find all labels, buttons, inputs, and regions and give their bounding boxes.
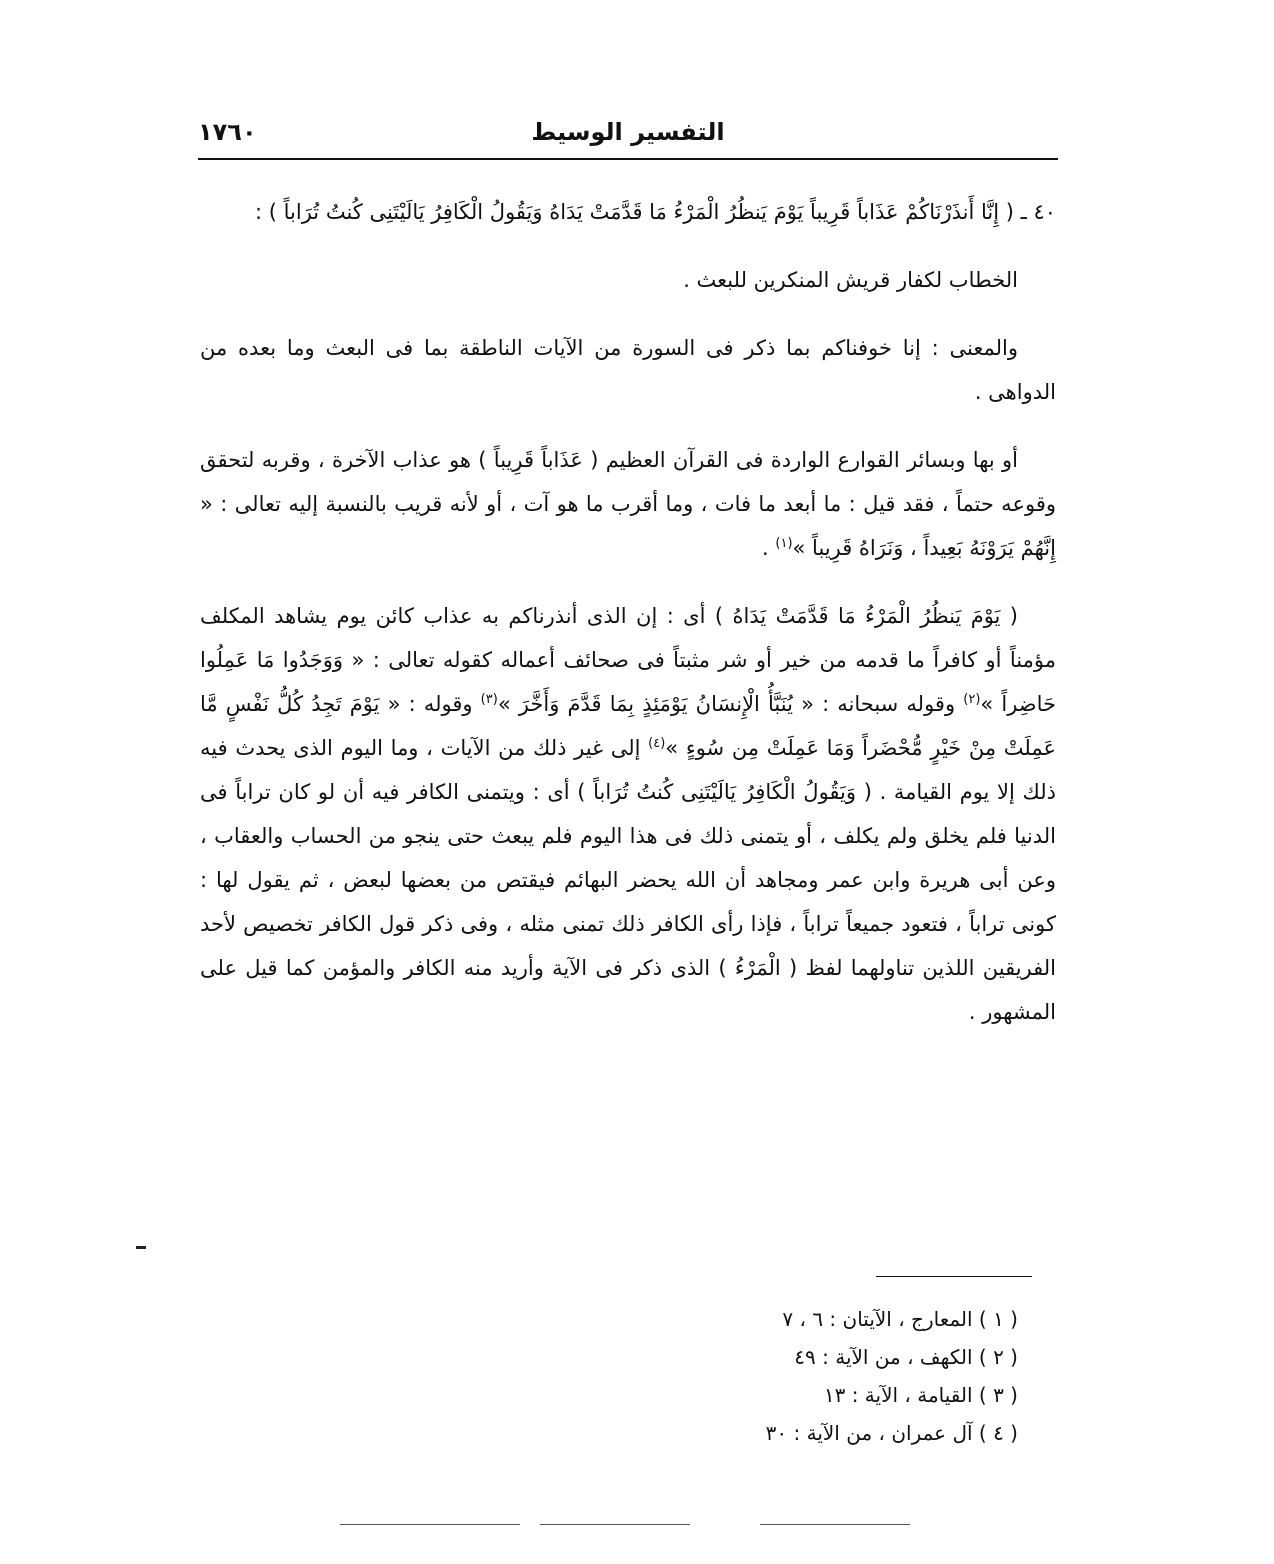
footnote: ( ٢ ) الكهف ، من الآية : ٤٩ bbox=[794, 1345, 1018, 1369]
footnote: ( ١ ) المعارج ، الآيتان : ٦ ، ٧ bbox=[782, 1307, 1018, 1331]
scan-mark bbox=[136, 1246, 146, 1249]
page-number: ١٧٦٠ bbox=[198, 118, 257, 146]
page-header bbox=[198, 118, 1058, 158]
paragraph bbox=[200, 594, 1056, 1034]
footnote: ( ٣ ) القيامة ، الآية : ١٣ bbox=[823, 1383, 1018, 1407]
header-rule bbox=[198, 158, 1058, 160]
paragraph-text: إلى غير ذلك من الآيات ، وما اليوم الذى يحدث فيه ذلك إلا يوم القيامة . ( وَيَقُولُ الْكَافِرُ يَالَيْتَنِى كُنتُ تُرَاباً ) أى : ويتمنى الكافر فيه أن لو كان تراباً فى الدنيا فلم يخلق ولم يكلف ، أو يتمنى ذلك فى هذا اليوم فلم يبعث حتى ينجو من الحساب والعقاب ، وعن أبى هريرة وابن عمر ومجاهد أن الله يحضر البهائم فيقتص من بعضها لبعض ، ثم يقول لها : كونى تراباً ، فتعود جميعاً تراباً ، فإذا رأى الكافر ذلك تمنى مثله ، وفى ذكر قول الكافر تخصيص لأحد الفريقين اللذين تناولهما لفظ ( الْمَرْءُ ) الذى ذكر فى الآية وأريد منه الكافر والمؤمن كما قيل على المشهور . bbox=[200, 736, 1056, 1024]
footnotes bbox=[700, 1300, 1018, 1452]
paragraph-text: أو بها وبسائر القوارع الواردة فى القرآن العظيم ( عَذَاباً قَرِيباً ) هو عذاب الآخرة ، وقربه لتحقق وقوعه حتماً ، فقد قيل : ما أبعد ما فات ، وما أقرب ما هو آت ، أو لأنه قريب بالنسبة إليه تعالى : « إِنَّهُمْ يَرَوْنَهُ بَعِيداً ، وَنَرَاهُ قَرِيباً » bbox=[200, 448, 1056, 560]
footnote-ref: (١) bbox=[775, 536, 793, 551]
paragraph: والمعنى : إنا خوفناكم بما ذكر فى السورة من الآيات الناطقة بما فى البعث وما بعده من الدواهى . bbox=[200, 336, 1056, 404]
footnote-ref: (٢) bbox=[963, 692, 981, 707]
footnote-rule bbox=[876, 1276, 1032, 1277]
paragraph-text: وقوله : « يَوْمَ تَجِدُ كُلُّ نَفْسٍ مَّا عَمِلَتْ مِنْ خَيْرٍ مُّحْضَراً وَمَا عَمِلَتْ مِن سُوءٍ » bbox=[200, 692, 1056, 760]
bottom-rule bbox=[340, 1524, 520, 1525]
footnote-ref: (٤) bbox=[648, 736, 666, 751]
paragraph-text: . bbox=[762, 536, 776, 560]
footnote: ( ٤ ) آل عمران ، من الآية : ٣٠ bbox=[765, 1421, 1018, 1445]
paragraph-text: وقوله سبحانه : « يُنَبَّأُ الْإِنسَانُ يَوْمَئِذٍ بِمَا قَدَّمَ وَأَخَّرَ » bbox=[497, 692, 964, 716]
running-title: التفسير الوسيط bbox=[531, 118, 725, 146]
body-text bbox=[200, 190, 1056, 1058]
verse-heading: ٤٠ ـ ( إِنَّا أَنذَرْنَاكُمْ عَذَاباً قَرِيباً يَوْمَ يَنظُرُ الْمَرْءُ مَا قَدَّمَتْ يَدَاهُ وَيَقُولُ الْكَافِرُ يَالَيْتَنِى كُنتُ تُرَاباً ) : bbox=[255, 200, 1056, 224]
bottom-rule bbox=[540, 1524, 690, 1525]
paragraph bbox=[200, 438, 1056, 570]
bottom-rule bbox=[760, 1524, 910, 1525]
paragraph-text: ( يَوْمَ يَنظُرُ الْمَرْءُ مَا قَدَّمَتْ يَدَاهُ ) أى : إن الذى أنذرناكم به عذاب كائن يوم يشاهد المكلف مؤمناً أو كافراً ما قدمه من خير أو شر مثبتاً فى صحائف أعماله كقوله تعالى : « وَوَجَدُوا مَا عَمِلُوا حَاضِراً » bbox=[200, 604, 1057, 716]
footnote-ref: (٣) bbox=[480, 692, 498, 707]
paragraph: الخطاب لكفار قريش المنكرين للبعث . bbox=[683, 268, 1018, 292]
